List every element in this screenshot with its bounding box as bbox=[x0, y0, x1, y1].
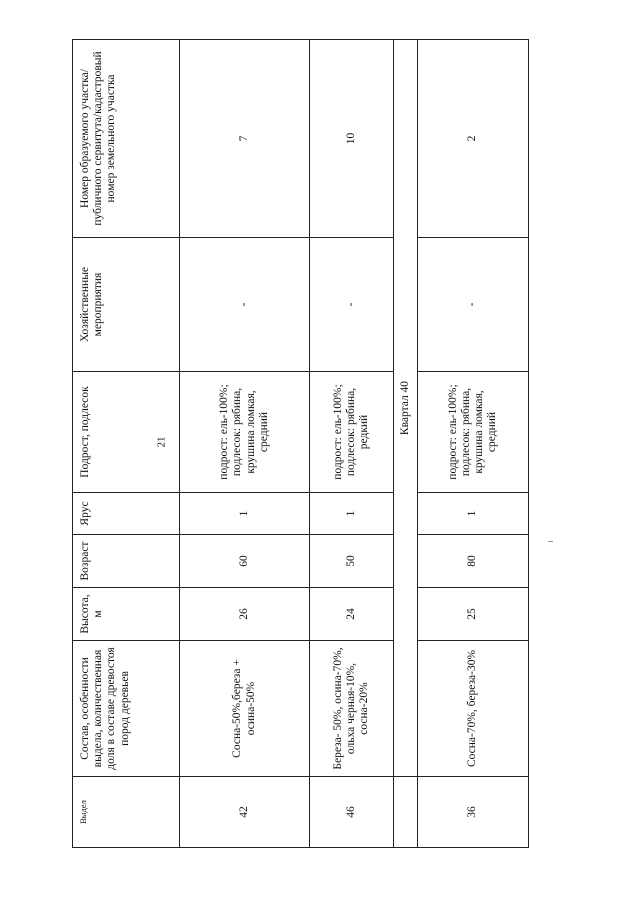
scan-mark bbox=[548, 541, 553, 542]
quarter-gap bbox=[394, 777, 418, 848]
cell-vydel: 46 bbox=[310, 777, 394, 848]
table-row bbox=[418, 40, 529, 848]
header-age: Возраст bbox=[73, 535, 180, 588]
cell-age: 60 bbox=[180, 535, 310, 588]
header-vydel: Выдел bbox=[73, 777, 180, 848]
cell-composition: Сосна-70%, береза-30% bbox=[418, 641, 529, 777]
cell-tier: 1 bbox=[418, 493, 529, 535]
quarter-label: Квартал 40 bbox=[394, 40, 418, 777]
quarter-row bbox=[394, 40, 418, 848]
table-row bbox=[310, 40, 394, 848]
table-row bbox=[180, 40, 310, 848]
cell-height: 25 bbox=[418, 588, 529, 641]
cell-tier: 1 bbox=[180, 493, 310, 535]
cell-vydel: 42 bbox=[180, 777, 310, 848]
header-number: Номер образуемого участка/публичного сервитута/кадастровый номер земельного участка bbox=[73, 40, 180, 238]
header-height: Высота, м bbox=[73, 588, 180, 641]
cell-composition: Сосна-50%,береза + осина-50% bbox=[180, 641, 310, 777]
header-row bbox=[73, 40, 180, 848]
header-tier: Ярус bbox=[73, 493, 180, 535]
cell-height: 24 bbox=[310, 588, 394, 641]
cell-number: 2 bbox=[418, 40, 529, 238]
rotated-table-wrapper bbox=[72, 40, 528, 848]
cell-measures: - bbox=[180, 238, 310, 372]
cell-number: 10 bbox=[310, 40, 394, 238]
page-number: 21 bbox=[155, 436, 168, 448]
header-measures: Хозяйственные мероприятия bbox=[73, 238, 180, 372]
cell-number: 7 bbox=[180, 40, 310, 238]
cell-composition: Береза- 50%, осина-70%, ольха черная-10%, сосна-20% bbox=[310, 641, 394, 777]
cell-vydel: 36 bbox=[418, 777, 529, 848]
cell-undergrowth: подрост: ель-100%; подлесок: рябина, крушина ломкая, средний bbox=[418, 372, 529, 493]
cell-height: 26 bbox=[180, 588, 310, 641]
cell-age: 80 bbox=[418, 535, 529, 588]
cell-age: 50 bbox=[310, 535, 394, 588]
cell-undergrowth: подрост: ель-100%; подлесок: рябина, редкий bbox=[310, 372, 394, 493]
cell-tier: 1 bbox=[310, 493, 394, 535]
forest-inventory-table bbox=[72, 39, 529, 848]
cell-undergrowth: подрост: ель-100%; подлесок: рябина, крушина ломкая, средний bbox=[180, 372, 310, 493]
cell-measures: - bbox=[418, 238, 529, 372]
header-composition: Состав, особенности выдела, количественная доля в составе древостоя пород деревьев bbox=[73, 641, 180, 777]
header-undergrowth: Подрост, подлесок bbox=[73, 372, 180, 493]
cell-measures: - bbox=[310, 238, 394, 372]
